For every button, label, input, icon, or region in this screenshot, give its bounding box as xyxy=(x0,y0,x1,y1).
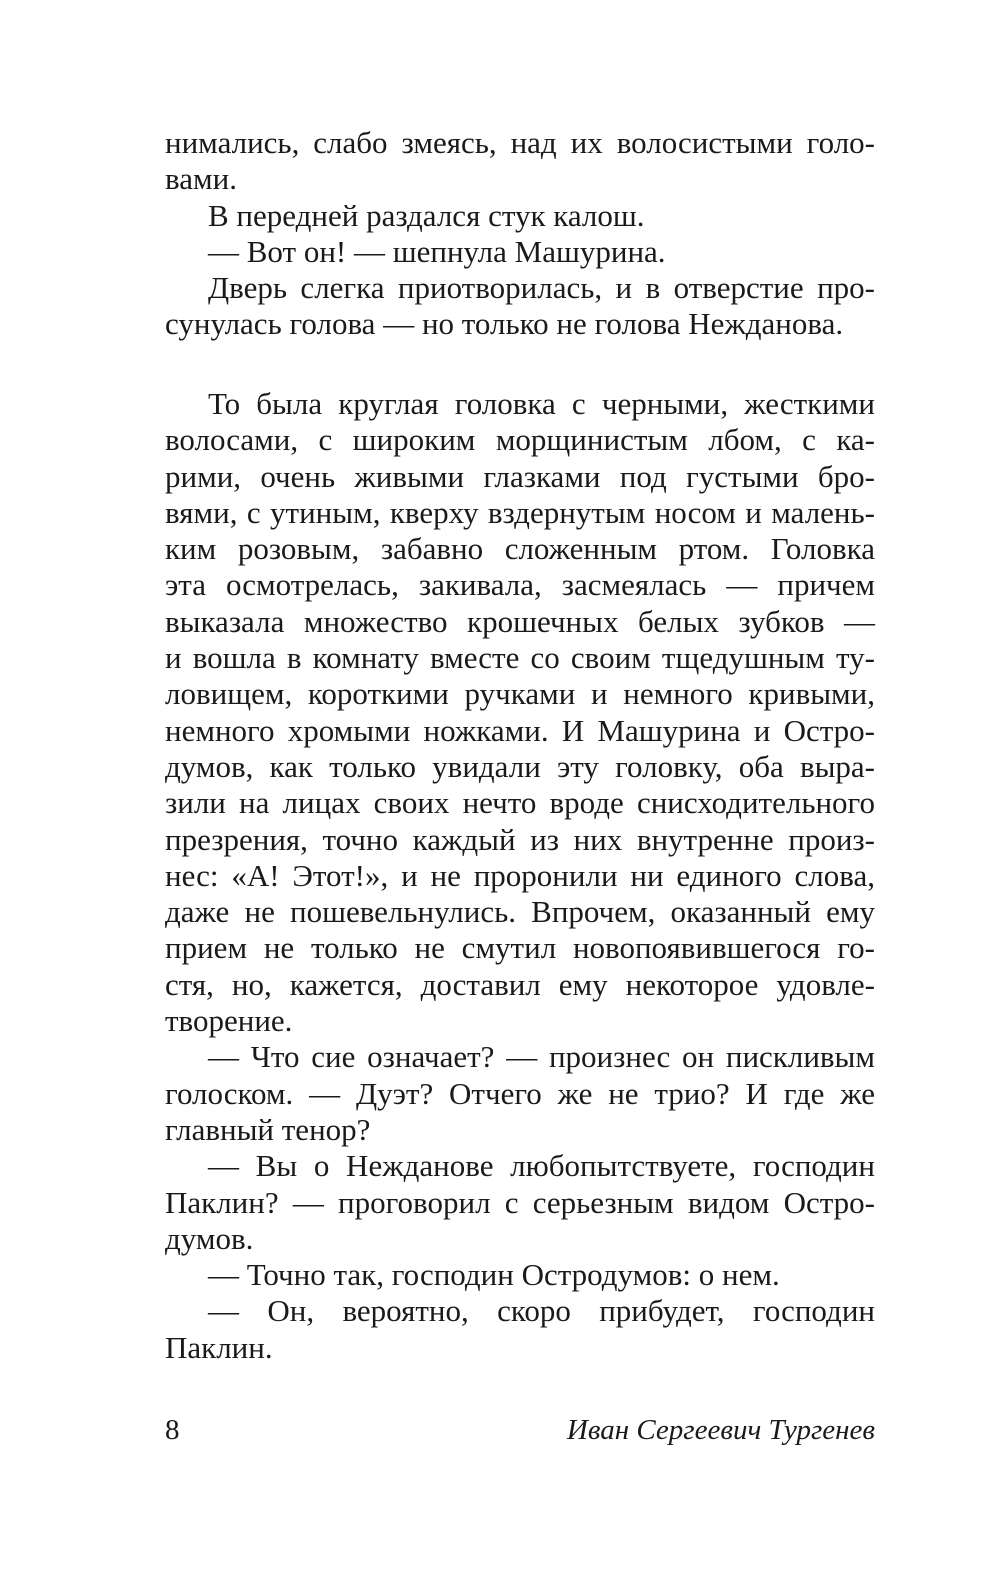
text-line: немного хромыми ножками. И Машурина и Остро- xyxy=(165,712,875,748)
text-line: и вошла в комнату вместе со своим тщедушным ту- xyxy=(165,640,875,676)
text-line: Дверь слегка приотворилась, и в отверстие про- xyxy=(208,270,875,306)
text-line: даже не пошевельнулись. Впрочем, оказанный ему xyxy=(165,894,875,930)
text-line: эта осмотрелась, закивала, засмеялась — причем xyxy=(165,567,875,603)
text-line: стя, но, кажется, доставил ему некоторое удовле- xyxy=(165,966,875,1002)
text-line: ловищем, короткими ручками и немного кривыми, xyxy=(165,676,875,712)
text-line: думов, как только увидали эту головку, оба выра- xyxy=(165,748,875,784)
page-number: 8 xyxy=(165,1414,180,1446)
text-line: прием не только не смутил новопоявившегося го- xyxy=(165,930,875,966)
text-line: То была круглая головка с черными, жесткими xyxy=(208,386,875,421)
text-line: — Вот он! — шепнула Машурина. xyxy=(208,233,666,269)
text-line: вями, с утиным, кверху вздернутым носом и малень- xyxy=(165,494,875,530)
text-line: нимались, слабо змеясь, над их волосистыми голо- xyxy=(165,125,875,160)
text-line: рими, очень живыми глазками под густыми бро- xyxy=(165,458,875,494)
text-line: нес: «А! Этот!», и не проронили ни единого слова, xyxy=(165,857,875,893)
text-block-top xyxy=(165,125,875,343)
text-line: творение. xyxy=(165,1003,293,1039)
text-block-main xyxy=(165,386,875,1366)
text-line: — Вы о Нежданове любопытствуете, господин xyxy=(208,1148,875,1184)
text-line: презрения, точно каждый из них внутренне произ- xyxy=(165,821,875,857)
text-line: зили на лицах своих нечто вроде снисходительного xyxy=(165,785,875,821)
text-line: — Он, вероятно, скоро прибудет, господин xyxy=(208,1293,875,1329)
text-line: — Что сие означает? — произнес он пискливым xyxy=(208,1039,875,1075)
text-line: волосами, с широким морщинистым лбом, с ка- xyxy=(165,422,875,458)
running-author: Иван Сергеевич Тургенев xyxy=(566,1414,875,1446)
text-line: сунулась голова — но только не голова Нежданова. xyxy=(165,306,844,342)
text-line: думов. xyxy=(165,1220,254,1256)
text-line: выказала множество крошечных белых зубков — xyxy=(165,603,875,639)
text-line: ким розовым, забавно сложенным ртом. Головка xyxy=(165,531,875,567)
text-line: Паклин. xyxy=(165,1329,273,1365)
text-line: вами. xyxy=(165,161,237,197)
text-line: В передней раздался стук калош. xyxy=(208,197,645,233)
text-line: Паклин? — проговорил с серьезным видом Остро- xyxy=(165,1184,875,1220)
page-footer xyxy=(165,1410,875,1450)
text-line: голоском. — Дуэт? Отчего же не трио? И где же xyxy=(165,1075,875,1111)
text-line: — Точно так, господин Остродумов: о нем. xyxy=(208,1257,780,1293)
text-line: главный тенор? xyxy=(165,1111,371,1147)
